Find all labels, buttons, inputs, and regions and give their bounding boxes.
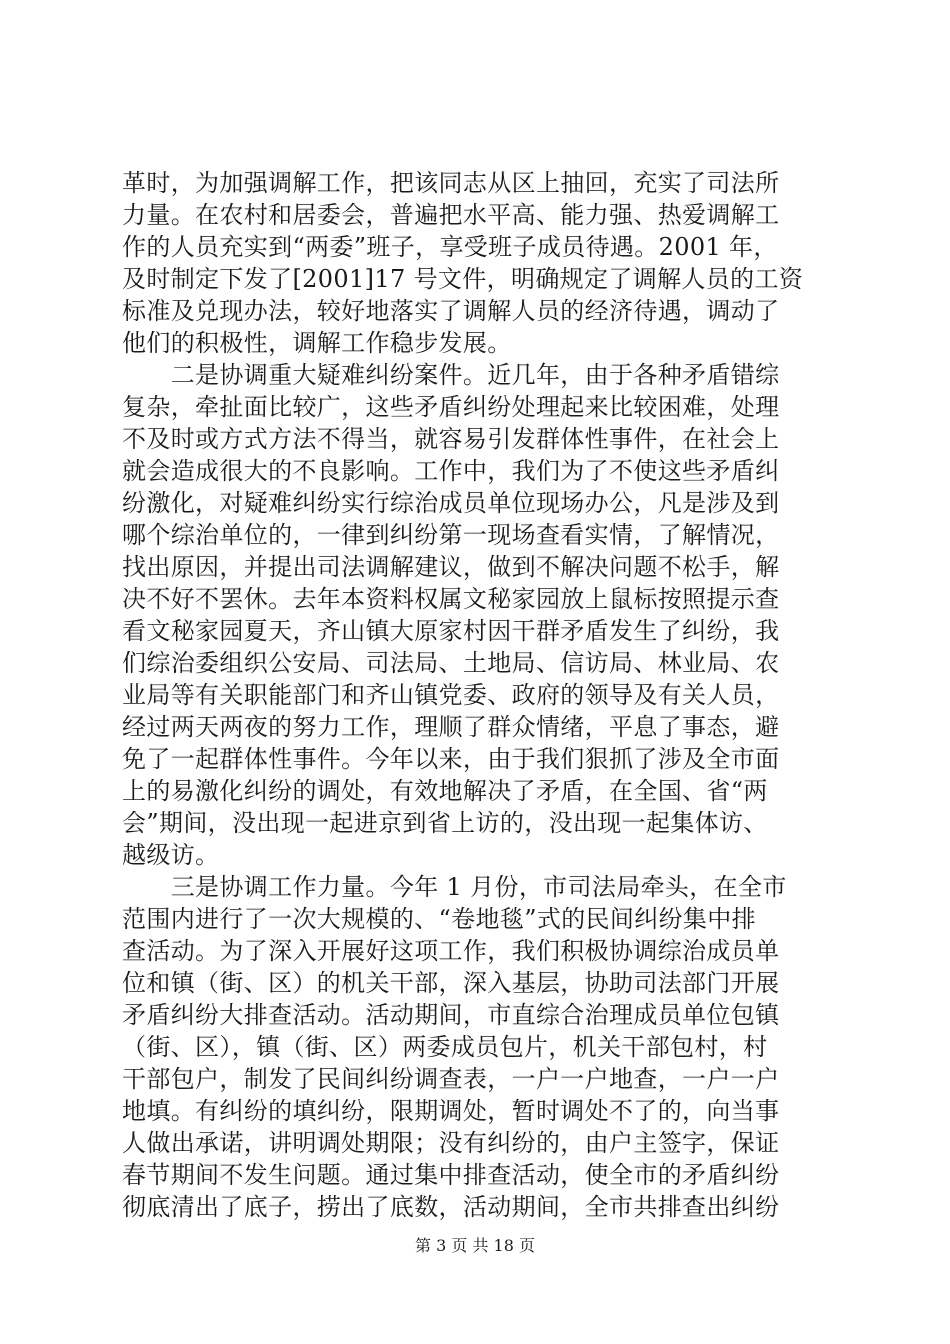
text-line: 人做出承诺，讲明调处期限；没有纠纷的，由户主签字，保证 <box>122 1129 780 1157</box>
text-line: 业局等有关职能部门和齐山镇党委、政府的领导及有关人员， <box>122 681 780 709</box>
text-line: 矛盾纠纷大排查活动。活动期间，市直综合治理成员单位包镇 <box>122 1001 780 1029</box>
text-line: 干部包户，制发了民间纠纷调查表，一户一户地查，一户一户 <box>122 1065 780 1093</box>
document-body <box>122 167 832 1223</box>
text-line: 地填。有纠纷的填纠纷，限期调处，暂时调处不了的，向当事 <box>122 1097 780 1125</box>
text-line: 革时，为加强调解工作，把该同志从区上抽回，充实了司法所 <box>122 169 780 197</box>
text-line: 上的易激化纠纷的调处，有效地解决了矛盾，在全国、省“两 <box>122 777 768 805</box>
text-line: 就会造成很大的不良影响。工作中，我们为了不使这些矛盾纠 <box>122 457 780 485</box>
text-line: 彻底清出了底子，捞出了底数，活动期间，全市共排查出纠纷 <box>122 1193 780 1221</box>
text-line: 及时制定下发了[2001]17 号文件，明确规定了调解人员的工资 <box>122 265 804 293</box>
text-line: 经过两天两夜的努力工作，理顺了群众情绪，平息了事态，避 <box>122 713 780 741</box>
text-line: 范围内进行了一次大规模的、“卷地毯”式的民间纠纷集中排 <box>122 905 756 933</box>
text-line: 春节期间不发生问题。通过集中排查活动，使全市的矛盾纠纷 <box>122 1161 780 1189</box>
text-line: （街、区），镇（街、区）两委成员包片，机关干部包村，村 <box>122 1033 768 1061</box>
text-line: 作的人员充实到“两委”班子，享受班子成员待遇。2001 年， <box>122 233 778 261</box>
text-line: 越级访。 <box>122 841 220 869</box>
text-line: 看文秘家园夏天，齐山镇大原家村因干群矛盾发生了纠纷，我 <box>122 617 780 645</box>
text-line: 哪个综治单位的，一律到纠纷第一现场查看实情，了解情况， <box>122 521 780 549</box>
text-line: 不及时或方式方法不得当，就容易引发群体性事件，在社会上 <box>122 425 780 453</box>
text-line: 标准及兑现办法，较好地落实了调解人员的经济待遇，调动了 <box>122 297 780 325</box>
text-line: 纷激化，对疑难纠纷实行综治成员单位现场办公，凡是涉及到 <box>122 489 780 517</box>
text-line: 决不好不罢休。去年本资料权属文秘家园放上鼠标按照提示查 <box>122 585 780 613</box>
text-line: 查活动。为了深入开展好这项工作，我们积极协调综治成员单 <box>122 937 780 965</box>
text-line: 找出原因，并提出司法调解建议，做到不解决问题不松手，解 <box>122 553 780 581</box>
text-line: 力量。在农村和居委会，普遍把水平高、能力强、热爱调解工 <box>122 201 780 229</box>
page-number: 第 3 页 共 18 页 <box>415 1236 535 1255</box>
text-line: 复杂，牵扯面比较广，这些矛盾纠纷处理起来比较困难，处理 <box>122 393 780 421</box>
text-line: 三是协调工作力量。今年 1 月份，市司法局牵头，在全市 <box>122 873 787 901</box>
text-line: 们综治委组织公安局、司法局、土地局、信访局、林业局、农 <box>122 649 780 677</box>
text-line: 他们的积极性，调解工作稳步发展。 <box>122 329 512 357</box>
text-line: 二是协调重大疑难纠纷案件。近几年，由于各种矛盾错综 <box>122 361 780 389</box>
text-line: 会”期间，没出现一起进京到省上访的，没出现一起集体访、 <box>122 809 768 837</box>
text-line: 位和镇（街、区）的机关干部，深入基层，协助司法部门开展 <box>122 969 780 997</box>
text-line: 免了一起群体性事件。今年以来，由于我们狠抓了涉及全市面 <box>122 745 780 773</box>
